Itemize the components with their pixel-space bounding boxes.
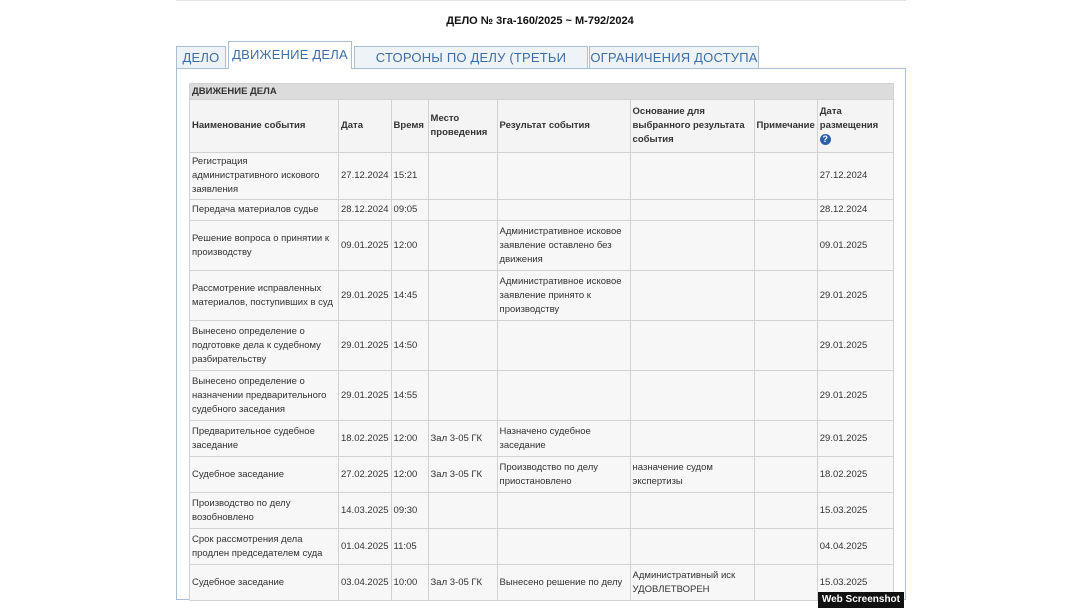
column-header-place: Место проведения	[428, 100, 497, 153]
cell-time: 12:00	[391, 457, 428, 493]
tab-case-movement[interactable]: ДВИЖЕНИЕ ДЕЛА	[228, 41, 352, 69]
column-header-time: Время	[391, 100, 428, 153]
cell-basis	[630, 221, 754, 271]
cell-event: Вынесено определение о назначении предварительного судебного заседания	[190, 371, 339, 421]
cell-result: Административное исковое заявление оставлено без движения	[497, 221, 630, 271]
cell-time: 15:21	[391, 153, 428, 200]
cell-date: 29.01.2025	[339, 371, 392, 421]
cell-basis	[630, 321, 754, 371]
cell-note	[754, 271, 817, 321]
tab-case[interactable]: ДЕЛО	[176, 46, 226, 68]
cell-note	[754, 457, 817, 493]
cell-event: Передача материалов судье	[190, 200, 339, 221]
cell-note	[754, 321, 817, 371]
cell-place	[428, 529, 497, 565]
cell-time: 10:00	[391, 565, 428, 601]
cell-time: 09:30	[391, 493, 428, 529]
cell-result	[497, 529, 630, 565]
cell-date: 09.01.2025	[339, 221, 392, 271]
cell-result	[497, 493, 630, 529]
cell-time: 12:00	[391, 221, 428, 271]
cell-posted: 28.12.2024	[817, 200, 893, 221]
table-row	[190, 421, 894, 457]
cell-note	[754, 565, 817, 601]
table-row	[190, 565, 894, 601]
cell-place: Зал 3-05 ГК	[428, 565, 497, 601]
cell-date: 18.02.2025	[339, 421, 392, 457]
cell-posted: 09.01.2025	[817, 221, 893, 271]
cell-place	[428, 371, 497, 421]
cell-time: 09:05	[391, 200, 428, 221]
cell-basis	[630, 153, 754, 200]
cell-date: 29.01.2025	[339, 321, 392, 371]
cell-result: Административное исковое заявление принято к производству	[497, 271, 630, 321]
cell-posted: 29.01.2025	[817, 371, 893, 421]
table-row	[190, 457, 894, 493]
cell-time: 12:00	[391, 421, 428, 457]
cell-posted: 29.01.2025	[817, 271, 893, 321]
cell-date: 28.12.2024	[339, 200, 392, 221]
cell-posted: 04.04.2025	[817, 529, 893, 565]
cell-note	[754, 529, 817, 565]
cell-result	[497, 153, 630, 200]
cell-basis	[630, 371, 754, 421]
section-title: ДВИЖЕНИЕ ДЕЛА	[190, 84, 894, 100]
cell-event: Производство по делу возобновлено	[190, 493, 339, 529]
cell-place: Зал 3-05 ГК	[428, 457, 497, 493]
cell-posted: 29.01.2025	[817, 321, 893, 371]
table-row	[190, 493, 894, 529]
cell-time: 11:05	[391, 529, 428, 565]
cell-place: Зал 3-05 ГК	[428, 421, 497, 457]
cell-event: Предварительное судебное заседание	[190, 421, 339, 457]
cell-basis	[630, 271, 754, 321]
cell-basis	[630, 493, 754, 529]
page-title: ДЕЛО № 3га-160/2025 ~ М-792/2024	[446, 15, 634, 27]
cell-date: 03.04.2025	[339, 565, 392, 601]
cell-place	[428, 153, 497, 200]
cell-basis: Административный иск УДОВЛЕТВОРЕН	[630, 565, 754, 601]
cell-note	[754, 153, 817, 200]
cell-place	[428, 271, 497, 321]
cell-basis: назначение судом экспертизы	[630, 457, 754, 493]
cell-place	[428, 221, 497, 271]
cell-note	[754, 421, 817, 457]
cell-result: Назначено судебное заседание	[497, 421, 630, 457]
table-header-row	[190, 100, 894, 153]
column-header-date: Дата	[339, 100, 392, 153]
cell-date: 27.02.2025	[339, 457, 392, 493]
cell-note	[754, 371, 817, 421]
cell-time: 14:45	[391, 271, 428, 321]
table-row	[190, 153, 894, 200]
table-row	[190, 271, 894, 321]
table-row	[190, 200, 894, 221]
column-header-event: Наименование события	[190, 100, 339, 153]
cell-date: 01.04.2025	[339, 529, 392, 565]
cell-event: Рассмотрение исправленных материалов, поступивших в суд	[190, 271, 339, 321]
cell-event: Решение вопроса о принятии к производству	[190, 221, 339, 271]
cell-date: 29.01.2025	[339, 271, 392, 321]
cell-note	[754, 221, 817, 271]
cell-date: 14.03.2025	[339, 493, 392, 529]
cell-posted: 29.01.2025	[817, 421, 893, 457]
cell-event: Срок рассмотрения дела продлен председателем суда	[190, 529, 339, 565]
table-row	[190, 321, 894, 371]
cell-event: Судебное заседание	[190, 565, 339, 601]
cell-event: Регистрация административного искового заявления	[190, 153, 339, 200]
cell-posted: 15.03.2025	[817, 565, 893, 601]
cell-date: 27.12.2024	[339, 153, 392, 200]
cell-place	[428, 200, 497, 221]
cell-time: 14:55	[391, 371, 428, 421]
table-row	[190, 221, 894, 271]
cell-basis	[630, 200, 754, 221]
cell-posted: 18.02.2025	[817, 457, 893, 493]
watermark-label: Web Screenshot	[818, 592, 904, 608]
table-row	[190, 371, 894, 421]
cell-note	[754, 493, 817, 529]
cell-time: 14:50	[391, 321, 428, 371]
cell-place	[428, 321, 497, 371]
cell-posted: 15.03.2025	[817, 493, 893, 529]
tab-panel	[176, 68, 906, 600]
cell-note	[754, 200, 817, 221]
cell-posted: 27.12.2024	[817, 153, 893, 200]
cell-result	[497, 321, 630, 371]
table-section-header	[190, 84, 894, 100]
cell-result	[497, 371, 630, 421]
help-icon[interactable]: ?	[820, 134, 831, 145]
cell-result	[497, 200, 630, 221]
cell-result: Производство по делу приостановлено	[497, 457, 630, 493]
tab-parties[interactable]: СТОРОНЫ ПО ДЕЛУ (ТРЕТЬИ	[354, 46, 588, 68]
column-header-note: Примечание	[754, 100, 817, 153]
cell-basis	[630, 529, 754, 565]
cell-result: Вынесено решение по делу	[497, 565, 630, 601]
top-divider	[176, 0, 906, 1]
cell-place	[428, 493, 497, 529]
cell-event: Судебное заседание	[190, 457, 339, 493]
table-row	[190, 529, 894, 565]
cell-basis	[630, 421, 754, 457]
column-header-result: Результат события	[497, 100, 630, 153]
cell-event: Вынесено определение о подготовке дела к судебному разбирательству	[190, 321, 339, 371]
tab-access-restrictions[interactable]: ОГРАНИЧЕНИЯ ДОСТУПА	[589, 46, 759, 68]
column-header-posted-label: Дата размещения	[819, 106, 879, 131]
column-header-posted	[817, 100, 893, 153]
column-header-basis: Основание для выбранного результата события	[630, 100, 754, 153]
case-movement-table	[189, 83, 894, 601]
